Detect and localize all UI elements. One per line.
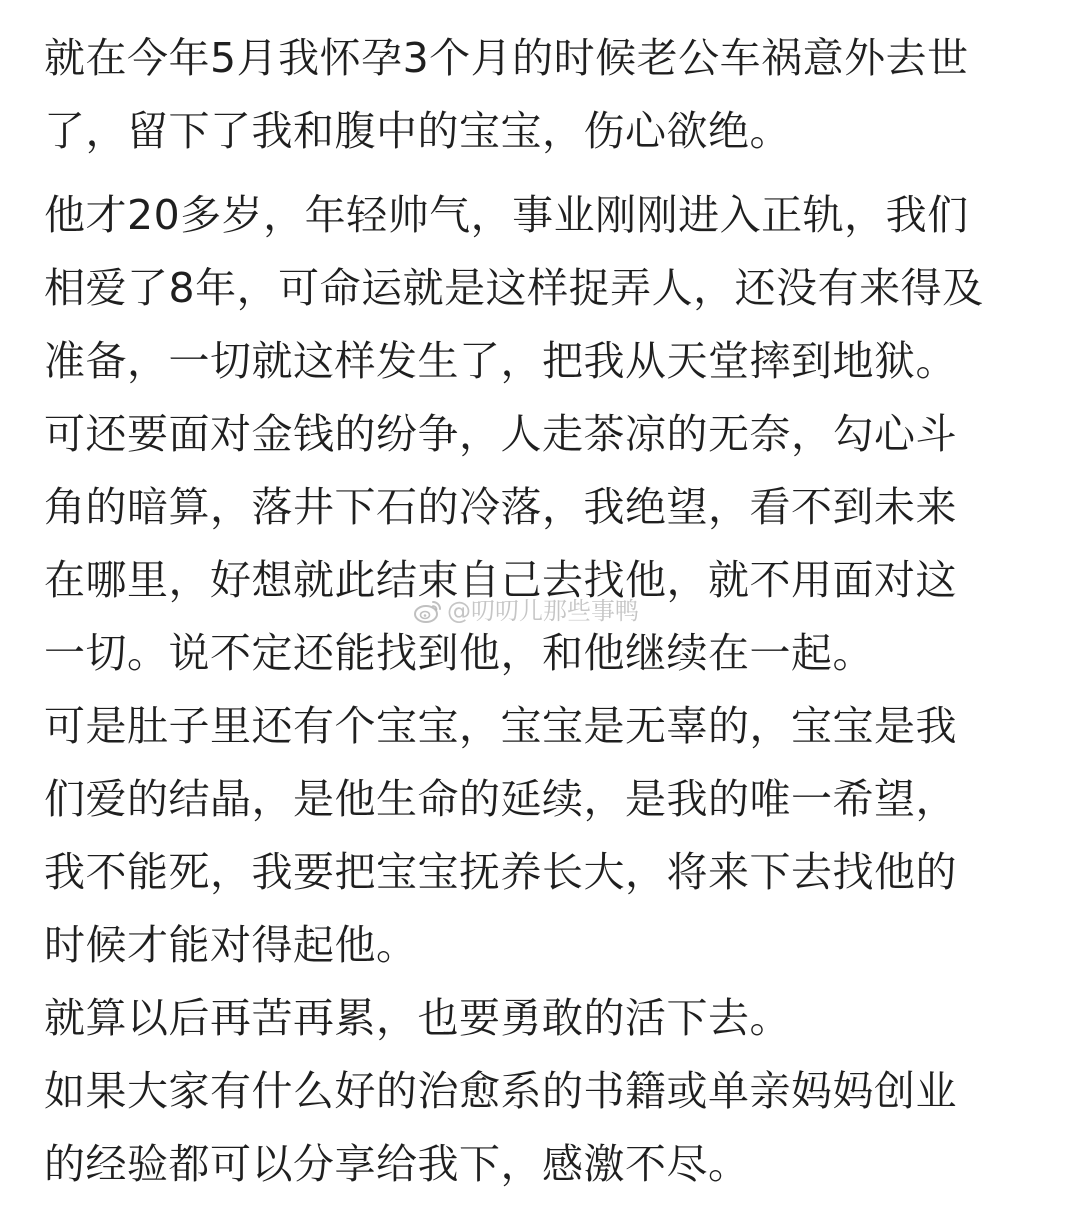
text-line: 可是肚子里还有个宝宝，宝宝是无辜的，宝宝是我 xyxy=(44,702,957,750)
weibo-watermark xyxy=(413,596,639,626)
text-line: 的经验都可以分享给我下，感激不尽。 xyxy=(44,1140,750,1188)
text-line: 可还要面对金钱的纷争，人走茶凉的无奈，勾心斗 xyxy=(44,410,957,458)
paragraph-gap xyxy=(44,168,1054,179)
text-line: 在哪里，好想就此结束自己去找他，就不用面对这 xyxy=(44,556,957,604)
text-line: 们爱的结晶，是他生命的延续，是我的唯一希望， xyxy=(44,775,957,823)
text-line: 就算以后再苦再累，也要勇敢的活下去。 xyxy=(44,994,791,1042)
text-line: 就在今年5月我怀孕3个月的时候老公车祸意外去世 xyxy=(44,34,969,82)
text-line: 如果大家有什么好的治愈系的书籍或单亲妈妈创业 xyxy=(44,1067,957,1115)
text-line: 相爱了8年，可命运就是这样捉弄人，还没有来得及 xyxy=(44,264,984,312)
text-line: 了，留下了我和腹中的宝宝，伤心欲绝。 xyxy=(44,107,791,155)
text-line: 他才20多岁，年轻帅气，事业刚刚进入正轨，我们 xyxy=(44,191,969,239)
text-line: 时候才能对得起他。 xyxy=(44,921,418,969)
watermark-handle: @叨叨儿那些事鸭 xyxy=(447,597,639,625)
weibo-logo-icon xyxy=(413,598,443,624)
text-line: 一切。说不定还能找到他，和他继续在一起。 xyxy=(44,629,874,677)
text-line: 角的暗算，落井下石的冷落，我绝望，看不到未来 xyxy=(44,483,957,531)
text-line: 准备，一切就这样发生了，把我从天堂摔到地狱。 xyxy=(44,337,957,385)
text-line: 我不能死，我要把宝宝抚养长大，将来下去找他的 xyxy=(44,848,957,896)
